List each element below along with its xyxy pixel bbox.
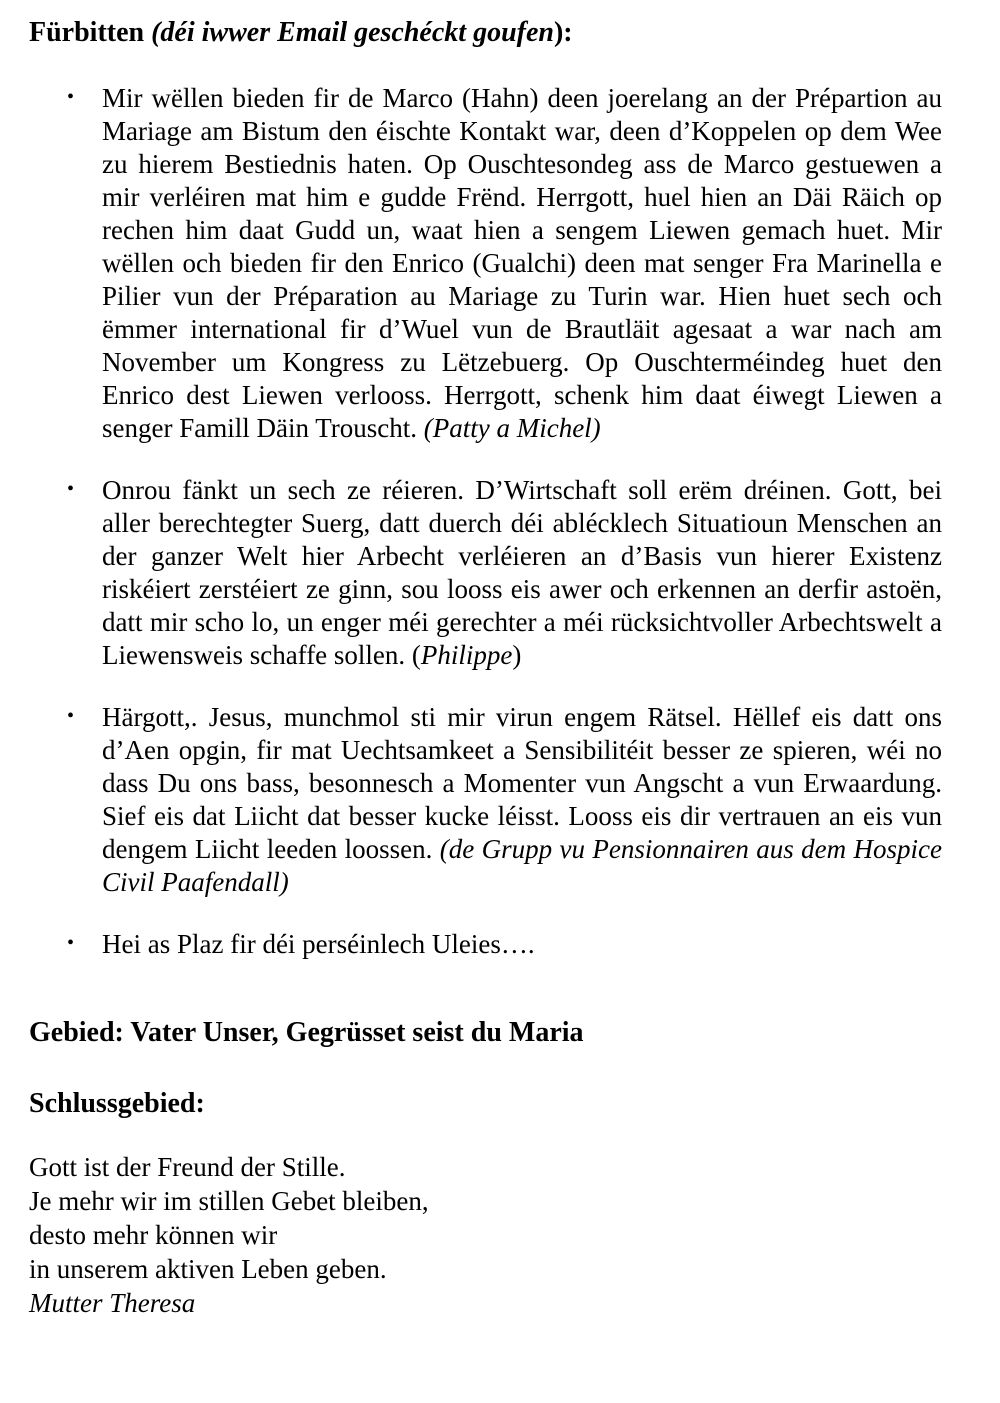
- bullet-icon: •: [67, 86, 75, 108]
- bullet-icon: •: [67, 932, 75, 954]
- list-item: [67, 701, 943, 899]
- poem-line: Je mehr wir im stillen Gebet bleiben,: [29, 1186, 429, 1216]
- list-item: [67, 474, 942, 672]
- list-item: [67, 82, 942, 445]
- bullet-text: Mir wëllen bieden fir de Marco (Hahn) deen joerelang an der Prépartion au Mariage am Bistum den éischte Kontakt war, deen d’Koppelen op dem Wee zu hierem Bestiednis haten. Op Ouschtesondeg ass de Marco gestuewen a mir verléiren mat him e gudde Frënd. Herrgott, huel hien an Däi Räich op rechen him daat Gudd un, waat hien a sengem Liewen gemach huet. Mir wëllen och bieden fir den Enrico (Gualchi) deen mat senger Fra Marinella e Pilier vun der Préparation au Mariage zu Turin war. Hien huet sech och ëmmer international fir d’Wuel vun de Brautläit agesaat a war nach am November um Kongress zu Lëtzebuerg. Op Ouschterméindeg huet den Enrico dest Liewen verlooss. Herrgott, schenk him daat éiwegt Liewen a senger Famill Däin Trouscht.: [102, 83, 942, 443]
- attribution-text: (de Grupp vu Pensionnairen aus dem Hospice Civil Paafendall): [102, 834, 943, 897]
- poem-author: Mutter Theresa: [29, 1288, 196, 1318]
- title-emphasis: (déi iwwer Email geschéckt goufen: [151, 17, 554, 48]
- closing-prayer-poem: [29, 1150, 942, 1286]
- attribution-text: Philippe: [420, 640, 513, 670]
- schlussgebied-heading: Schlussgebied:: [29, 1088, 205, 1119]
- list-item: [67, 928, 942, 961]
- bullet-text: Onrou fänkt un sech ze réieren. D’Wirtschaft soll erëm dréinen. Gott, bei aller berechtegter Suerg, datt duerch déi ablécklech Situatioun Menschen an der ganzer Welt hier Arbecht verléieren an d’Basis vun hierer Existenz riskéiert zerstéiert ze ginn, sou looss eis awer och erkennen an derfir astoën, datt mir scho lo, un enger méi gerechter a méi rücksichtvoller Arbechtswelt a Liewensweis schaffe sollen. (: [102, 475, 942, 670]
- title-suffix: ):: [553, 17, 573, 48]
- bullet-text: ): [512, 640, 522, 670]
- bullet-text: Hei as Plaz fir déi perséinlech Uleies….: [102, 929, 535, 959]
- intercession-list: [29, 82, 942, 961]
- bullet-icon: •: [67, 478, 75, 500]
- gebied-heading: Gebied: Vater Unser, Gegrüsset seist du Maria: [29, 1017, 584, 1048]
- title-prefix: Fürbitten: [29, 17, 152, 48]
- bullet-text: Härgott,. Jesus, munchmol sti mir virun engem Rätsel. Hëllef eis datt ons d’Aen opgin, fir mat Uechtsamkeet a Sensibilitéit besser ze spieren, wéi no dass Du ons bass, besonnesch a Momenter vun Angscht a vun Erwaardung. Sief eis dat Liicht dat besser kucke léisst. Looss eis dir vertrauen an eis vun dengem Liicht leeden loossen.: [102, 702, 942, 864]
- poem-line: in unserem aktiven Leben geben.: [29, 1254, 387, 1284]
- poem-line: desto mehr können wir: [29, 1220, 278, 1250]
- attribution-text: (Patty a Michel): [423, 413, 601, 443]
- poem-line: Gott ist der Freund der Stille.: [29, 1152, 346, 1182]
- bullet-icon: •: [67, 705, 75, 727]
- page-title: [29, 16, 942, 50]
